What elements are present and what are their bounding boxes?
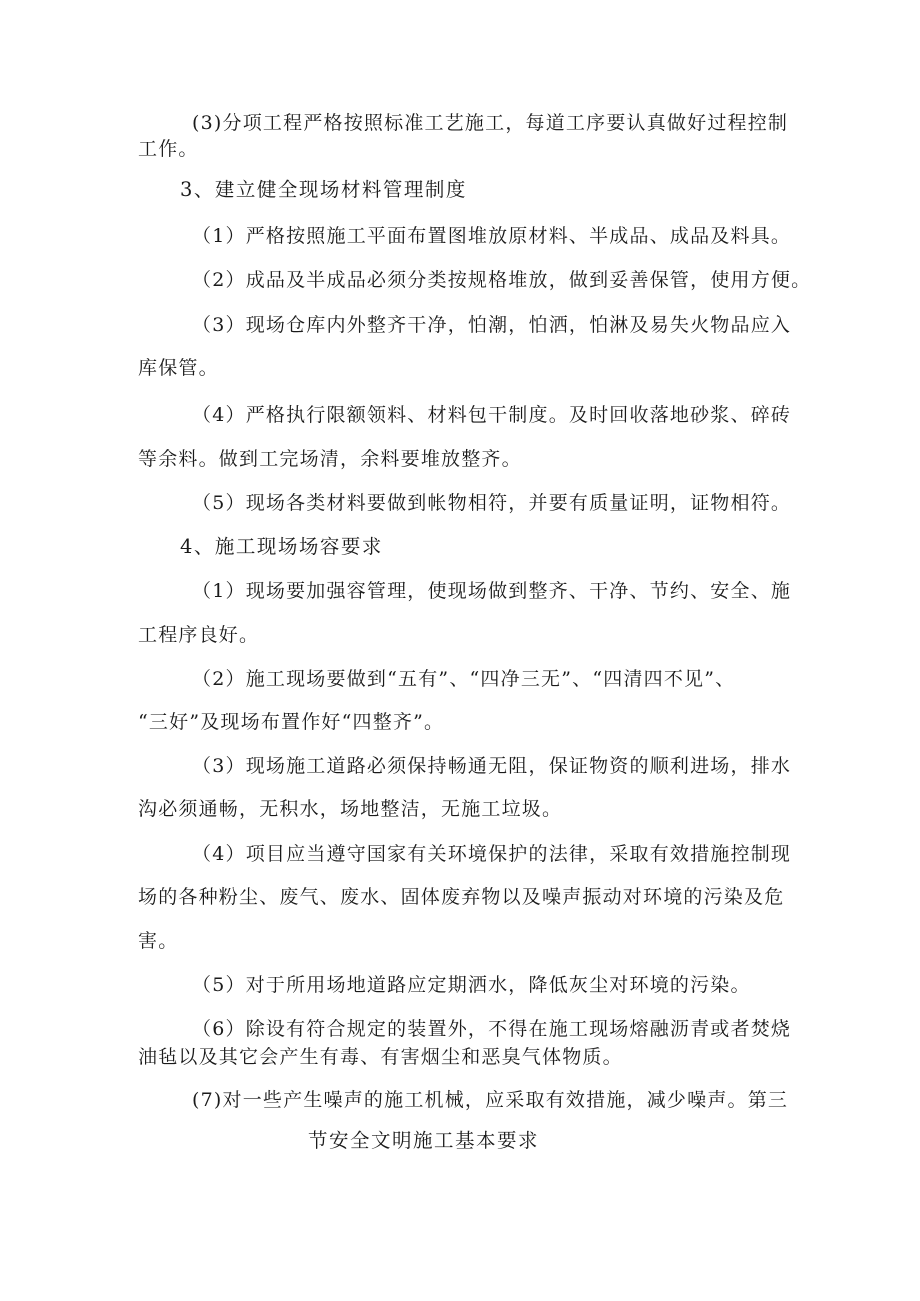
section-heading-3: 3、建立健全现场材料管理制度 bbox=[180, 178, 467, 201]
paragraph-line: 场的各种粉尘、废气、废水、固体废弃物以及噪声振动对环境的污染及危 bbox=[138, 886, 785, 908]
paragraph-line: （3）现场施工道路必须保持畅通无阻，保证物资的顺利进场，排水 bbox=[192, 755, 792, 777]
paragraph-line: (3)分项工程严格按照标准工艺施工，每道工序要认真做好过程控制 bbox=[192, 112, 789, 134]
paragraph-line: （2）成品及半成品必须分类按规格堆放，做到妥善保管，使用方便。 bbox=[192, 269, 812, 291]
paragraph-line: （4）严格执行限额领料、材料包干制度。及时回收落地砂浆、碎砖 bbox=[192, 404, 792, 426]
paragraph-line: （1）现场要加强容管理，使现场做到整齐、干净、节约、安全、施 bbox=[192, 580, 792, 602]
paragraph-line: (7)对一些产生噪声的施工机械，应采取有效措施，减少噪声。第三 bbox=[192, 1089, 789, 1111]
paragraph-line: （1）严格按照施工平面布置图堆放原材料、半成品、成品及料具。 bbox=[192, 225, 792, 247]
paragraph-line: （4）项目应当遵守国家有关环境保护的法律，采取有效措施控制现 bbox=[192, 843, 792, 865]
paragraph-line: （6）除设有符合规定的装置外，不得在施工现场熔融沥青或者焚烧 bbox=[192, 1018, 792, 1040]
paragraph-line: 工程序良好。 bbox=[138, 624, 260, 646]
paragraph-line: （2）施工现场要做到“五有”、“四净三无”、“四清四不见”、 bbox=[192, 668, 736, 690]
paragraph-line: 等余料。做到工完场清，余料要堆放整齐。 bbox=[138, 448, 522, 470]
paragraph-line: （3）现场仓库内外整齐干净，怕潮，怕洒，怕淋及易失火物品应入 bbox=[192, 314, 792, 336]
paragraph-line: 油毡以及其它会产生有毒、有害烟尘和恶臭气体物质。 bbox=[138, 1046, 623, 1068]
paragraph-line: 工作。 bbox=[138, 138, 199, 160]
paragraph-line: 库保管。 bbox=[138, 357, 219, 379]
section-title-line: 节安全文明施工基本要求 bbox=[308, 1129, 540, 1152]
section-heading-4: 4、施工现场场容要求 bbox=[180, 535, 383, 558]
paragraph-line: （5）现场各类材料要做到帐物相符，并要有质量证明，证物相符。 bbox=[192, 492, 792, 514]
paragraph-line: 害。 bbox=[138, 930, 179, 952]
paragraph-line: “三好”及现场布置作好“四整齐”。 bbox=[138, 711, 445, 733]
paragraph-line: 沟必须通畅，无积水，场地整洁，无施工垃圾。 bbox=[138, 798, 563, 820]
paragraph-line: （5）对于所用场地道路应定期洒水，降低灰尘对环境的污染。 bbox=[192, 974, 751, 996]
